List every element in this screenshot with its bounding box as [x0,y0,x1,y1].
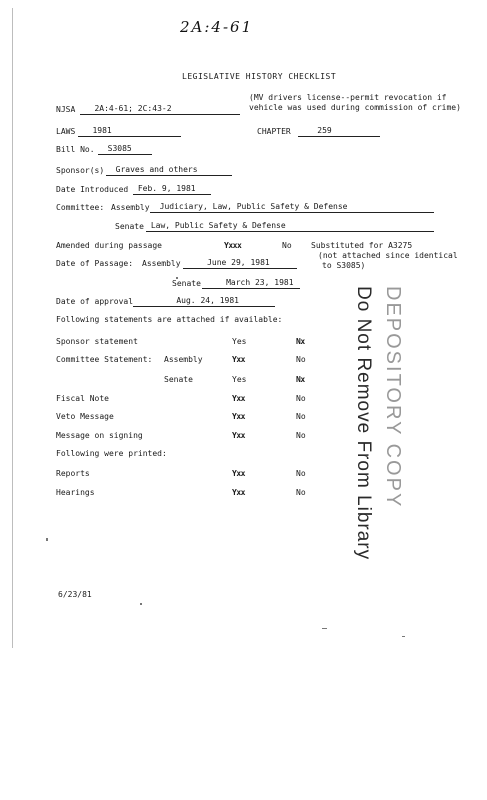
handwritten-header: 2A:4-61 [180,18,254,36]
bill-label: Bill No. [56,145,95,154]
committee-assembly-label: Assembly [111,203,150,212]
row-reports-yes-struck: Yxx [232,469,245,478]
row-hearings-label: Hearings [56,488,95,497]
row-message-signing-yes-struck: Yxx [232,431,245,440]
njsa-value: 2A:4-61; 2C:43-2 [80,104,240,115]
amended-note-2: (not attached since identical [318,251,458,260]
row-veto-message-yes-struck: Yxx [232,412,245,421]
row-message-signing-no: No [296,431,306,440]
bill-description-line-1: (MV drivers license--permit revocation if [249,93,447,102]
library-stamp [340,286,404,561]
row-committee-senate-no-struck: Nx [296,375,305,384]
bill-description-line-2: vehicle was used during commission of crime) [249,103,461,112]
row-hearings-yes-struck: Yxx [232,488,245,497]
row-reports-label: Reports [56,469,90,478]
chapter-label: CHAPTER [257,127,291,136]
row-sponsor-statement-yes: Yes [232,337,247,346]
passage-assembly-value: June 29, 1981 [183,258,297,269]
sponsors-value: Graves and others [106,165,232,176]
row-fiscal-note-yes-struck: Yxx [232,394,245,403]
amended-yes-struck: Yxxx [224,241,242,250]
row-committee-statement-label: Committee Statement: [56,355,153,364]
row-message-signing-label: Message on signing [56,431,143,440]
row-committee-assembly-no: No [296,355,306,364]
scan-speck [46,538,48,541]
passage-senate-label: Senate [172,279,201,288]
row-committee-assembly-yes-struck: Yxx [232,355,245,364]
amended-note-3: to S3085) [322,261,366,270]
row-veto-message-label: Veto Message [56,412,114,421]
row-fiscal-note-label: Fiscal Note [56,394,109,403]
printed-heading: Following were printed: [56,449,167,458]
row-sponsor-statement-no-struck: Nx [296,337,305,346]
scan-speck [322,628,327,629]
committee-assembly-value: Judiciary, Law, Public Safety & Defense [150,202,434,213]
row-committee-senate-yes: Yes [232,375,247,384]
passage-senate-value: March 23, 1981 [202,278,300,289]
chapter-value: 259 [298,126,380,137]
approval-label: Date of approval [56,297,134,306]
passage-assembly-label: Assembly [142,259,181,268]
row-fiscal-note-no: No [296,394,306,403]
laws-label: LAWS [56,127,76,136]
row-committee-assembly-label: Assembly [164,355,203,364]
amended-label: Amended during passage [56,241,162,250]
date-introduced-value: Feb. 9, 1981 [133,184,211,195]
row-committee-senate-label: Senate [164,375,193,384]
row-reports-no: No [296,469,306,478]
row-hearings-no: No [296,488,306,497]
laws-value: 1981 [78,126,181,137]
row-sponsor-statement-label: Sponsor statement [56,337,138,346]
attached-heading: Following statements are attached if available: [56,315,283,324]
amended-no: No [282,241,292,250]
committee-label: Committee: [56,203,105,212]
approval-value: Aug. 24, 1981 [133,296,275,307]
page-edge-rule [12,8,13,648]
stamp-depository-copy: DEPOSITORY COPY [382,286,404,509]
stamp-do-not-remove: Do Not Remove From Library [353,286,374,561]
njsa-label: NJSA [56,105,76,114]
row-veto-message-no: No [296,412,306,421]
date-introduced-label: Date Introduced [56,185,129,194]
committee-senate-value: Law, Public Safety & Defense [146,221,434,232]
sponsors-label: Sponsor(s) [56,166,105,175]
scan-speck [140,603,142,605]
scan-speck [176,277,178,279]
passage-label: Date of Passage: [56,259,134,268]
bill-value: S3085 [98,144,152,155]
committee-senate-label: Senate [115,222,144,231]
footer-date: 6/23/81 [58,590,92,599]
scan-speck [402,636,405,637]
page-title: LEGISLATIVE HISTORY CHECKLIST [182,72,337,81]
amended-note-1: Substituted for A3275 [311,241,413,250]
